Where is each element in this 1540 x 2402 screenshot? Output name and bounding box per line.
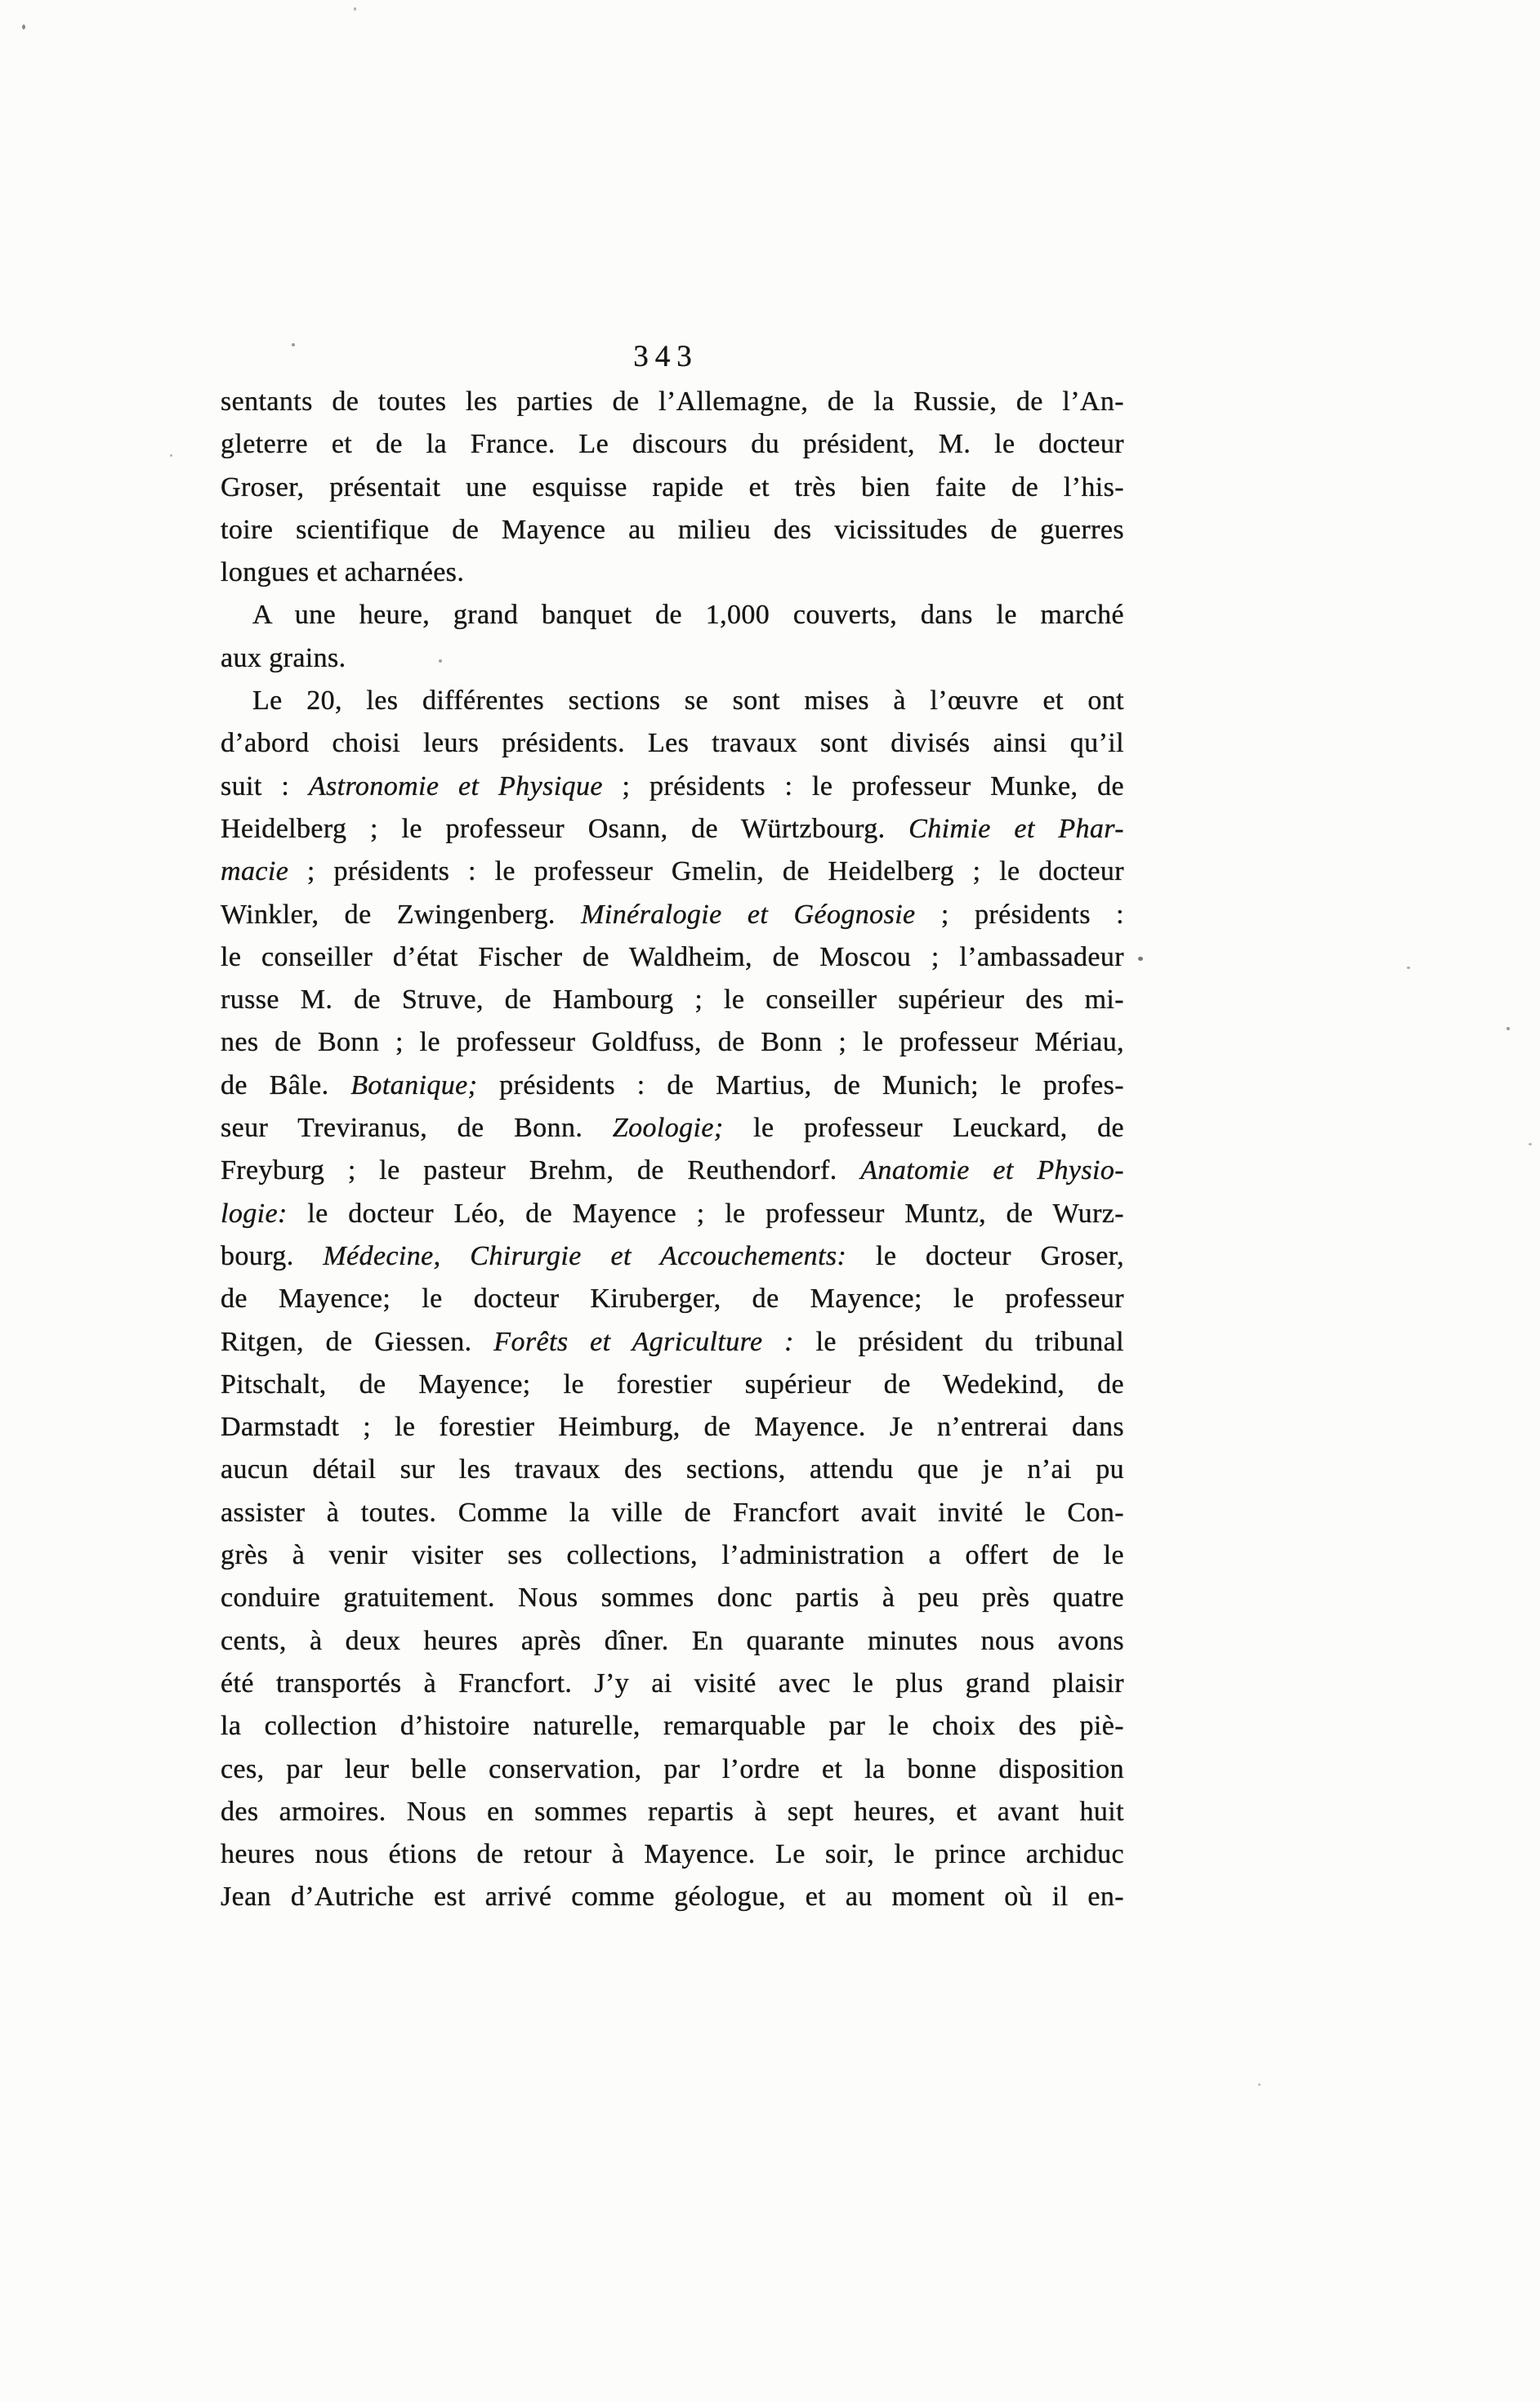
italic-text-segment: Minéralogie et Géognosie [581, 899, 916, 930]
text-segment: longues et acharnées. [221, 557, 465, 588]
text-segment: suit : [221, 770, 309, 801]
text-segment: Freyburg ; le pasteur Brehm, de Reuthendorf. [221, 1155, 861, 1186]
text-line [221, 1278, 1124, 1320]
text-segment: le président du tribunal [793, 1326, 1124, 1357]
text-segment: gleterre et de la France. Le discours du président, M. le docteur [221, 429, 1124, 460]
text-segment: aucun détail sur les travaux des sections, attendu que je n’ai pu [221, 1454, 1124, 1485]
text-segment: d’abord choisi leurs présidents. Les travaux sont divisés ainsi qu’il [221, 728, 1124, 759]
text-segment: aux grains. [221, 642, 346, 673]
text-line [221, 423, 1124, 466]
text-line [221, 808, 1124, 851]
scan-speck [292, 343, 295, 346]
text-segment: le professeur Leuckard, de [723, 1113, 1125, 1144]
text-segment: Heidelberg ; le professeur Osann, de Würtzbourg. [221, 813, 909, 844]
text-segment: Groser, présentait une esquisse rapide et très bien faite de l’his- [221, 471, 1124, 502]
text-segment: des armoires. Nous en sommes repartis à sept heures, et avant huit [221, 1796, 1124, 1827]
text-line [221, 1833, 1124, 1876]
text-segment: le docteur Groser, [846, 1240, 1124, 1271]
text-segment: russe M. de Struve, de Hambourg ; le conseiller supérieur des mi- [221, 984, 1124, 1016]
text-line [221, 1235, 1124, 1278]
text-segment: Darmstadt ; le forestier Heimburg, de Mayence. Je n’entrerai dans [221, 1412, 1124, 1443]
text-line [221, 1492, 1124, 1534]
text-line [221, 1406, 1124, 1449]
text-line [221, 1748, 1124, 1791]
text-line [221, 1791, 1124, 1833]
text-line [221, 1663, 1124, 1705]
scan-speck [439, 659, 442, 663]
scan-speck [22, 25, 25, 29]
italic-text-segment: Botanique; [350, 1069, 478, 1101]
text-line [221, 1107, 1124, 1150]
text-segment: nes de Bonn ; le professeur Goldfuss, de Bonn ; le professeur Mériau, [221, 1027, 1124, 1058]
text-segment: Pitschalt, de Mayence; le forestier supérieur de Wedekind, de [221, 1368, 1124, 1400]
text-segment: A une heure, grand banquet de 1,000 couverts, dans le marché [252, 600, 1124, 631]
scan-speck [1529, 1143, 1532, 1145]
text-line [221, 509, 1124, 551]
text-line [221, 467, 1124, 509]
text-line [221, 1150, 1124, 1192]
text-segment: seur Treviranus, de Bonn. [221, 1113, 613, 1144]
scan-speck [1507, 1027, 1510, 1030]
text-segment: ; présidents : le professeur Gmelin, de Heidelberg ; le docteur [288, 856, 1124, 887]
text-segment: conduire gratuitement. Nous sommes donc partis à peu près quatre [221, 1583, 1124, 1614]
text-segment: ; présidents : le professeur Munke, de [602, 770, 1124, 801]
text-line [221, 637, 1124, 680]
text-block [221, 381, 1124, 1919]
scan-speck [1258, 2083, 1261, 2086]
text-segment: présidents : de Martius, de Munich; le profes- [477, 1069, 1124, 1101]
text-segment: le conseiller d’état Fischer de Waldheim, de Moscou ; l’ambassadeur [221, 941, 1124, 972]
text-line [221, 381, 1124, 423]
text-segment: grès à venir visiter ses collections, l’administration a offert de le [221, 1540, 1124, 1571]
italic-text-segment: Astronomie et Physique [308, 770, 603, 801]
text-segment: Jean d’Autriche est arrivé comme géologue, et au moment où il en- [221, 1882, 1124, 1913]
text-line [221, 1021, 1124, 1064]
italic-text-segment: Chimie et Phar- [908, 813, 1124, 844]
text-line [221, 1065, 1124, 1107]
italic-text-segment: Forêts et Agriculture : [493, 1326, 794, 1357]
text-segment: bourg. [221, 1240, 324, 1271]
text-segment: heures nous étions de retour à Mayence. Le soir, le prince archiduc [221, 1839, 1124, 1870]
text-line [221, 766, 1124, 808]
text-segment: toire scientifique de Mayence au milieu des vicissitudes de guerres [221, 514, 1124, 545]
text-segment: de Bâle. [221, 1069, 351, 1101]
text-segment: sentants de toutes les parties de l’Allemagne, de la Russie, de l’An- [221, 386, 1124, 417]
text-line [221, 1321, 1124, 1364]
text-line [221, 936, 1124, 979]
text-line [221, 1364, 1124, 1406]
text-segment: de Mayence; le docteur Kiruberger, de Mayence; le professeur [221, 1284, 1124, 1315]
text-line [221, 680, 1124, 722]
text-line [221, 594, 1124, 636]
text-segment: ; présidents : [915, 899, 1124, 930]
text-segment: ces, par leur belle conservation, par l’ordre et la bonne disposition [221, 1753, 1124, 1784]
text-segment: assister à toutes. Comme la ville de Francfort avait invité le Con- [221, 1497, 1124, 1528]
text-line [221, 1577, 1124, 1619]
text-segment: été transportés à Francfort. J’y ai visité avec le plus grand plaisir [221, 1668, 1124, 1699]
text-segment: Ritgen, de Giessen. [221, 1326, 494, 1357]
text-line [221, 551, 1124, 594]
text-line [221, 894, 1124, 936]
text-segment: la collection d’histoire naturelle, remarquable par le choix des piè- [221, 1711, 1124, 1742]
italic-text-segment: macie [221, 856, 289, 887]
text-segment: Le 20, les différentes sections se sont mises à l’œuvre et ont [252, 685, 1124, 717]
text-line [221, 1449, 1124, 1491]
text-segment: cents, à deux heures après dîner. En quarante minutes nous avons [221, 1625, 1124, 1656]
text-line [221, 1705, 1124, 1748]
page-number: 343 [633, 340, 699, 373]
text-segment: Winkler, de Zwingenberg. [221, 899, 582, 930]
text-segment: le docteur Léo, de Mayence ; le professeur Muntz, de Wurz- [287, 1198, 1124, 1229]
text-line [221, 1193, 1124, 1235]
text-line [221, 1534, 1124, 1577]
italic-text-segment: Médecine, Chirurgie et Accouchements: [323, 1240, 847, 1271]
scan-speck [1138, 957, 1143, 961]
italic-text-segment: logie: [221, 1198, 288, 1229]
italic-text-segment: Zoologie; [612, 1113, 724, 1144]
text-line [221, 979, 1124, 1021]
text-line [221, 1620, 1124, 1663]
scan-speck [1407, 967, 1410, 969]
text-line [221, 851, 1124, 893]
scan-speck [354, 7, 356, 11]
text-line [221, 722, 1124, 765]
italic-text-segment: Anatomie et Physio- [860, 1155, 1124, 1186]
text-line [221, 1876, 1124, 1918]
scan-speck [170, 454, 172, 457]
